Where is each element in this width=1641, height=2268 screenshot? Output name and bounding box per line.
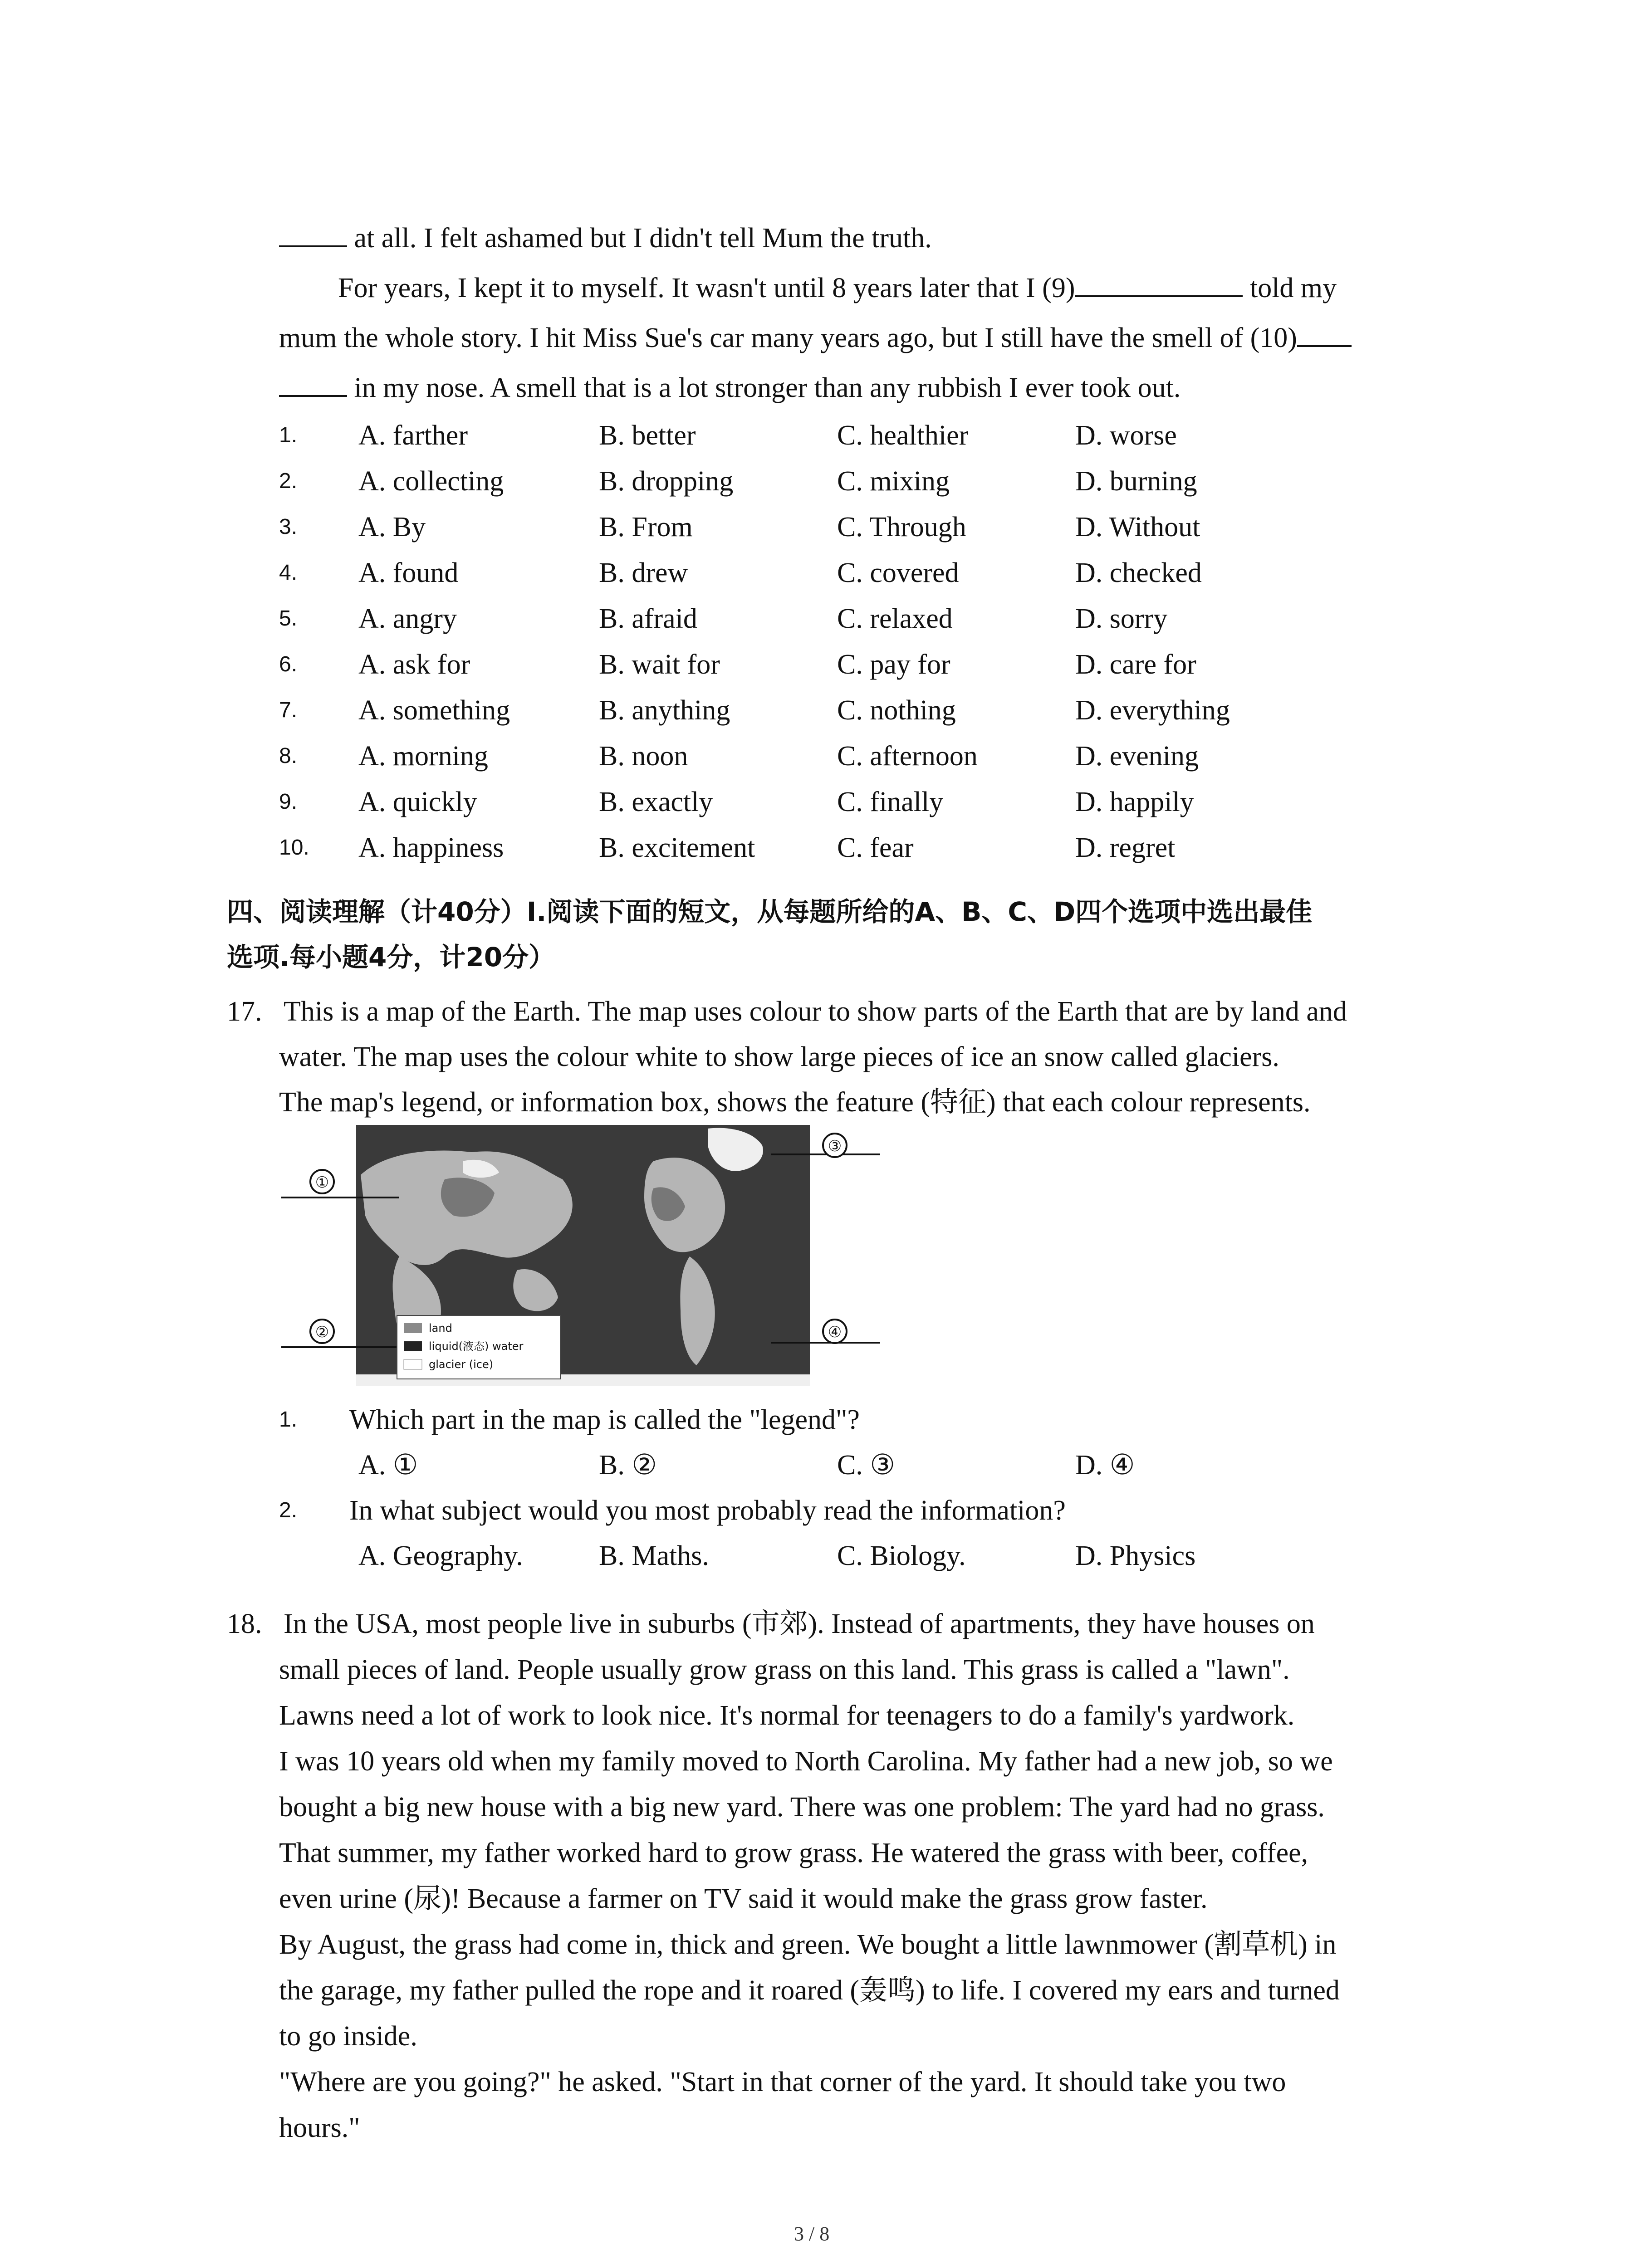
passage-line-4: in my nose. A smell that is a lot stronger than any rubbish I ever took out. [279, 367, 1181, 408]
question-18-number: 18. [227, 1608, 262, 1639]
option-a: A. quickly [358, 787, 477, 817]
question-18-line: That summer, my father worked hard to grow grass. He watered the grass with beer, coffee, [279, 1838, 1308, 1868]
legend-land: land [429, 1322, 452, 1334]
option-c: C. finally [837, 787, 944, 817]
option-d: D. Physics [1075, 1540, 1196, 1571]
option-c: C. Through [837, 512, 966, 543]
question-18-line: hours." [279, 2112, 360, 2143]
option-a: A. By [358, 512, 426, 543]
question-18-line: bought a big new house with a big new yard. There was one problem: The yard had no grass. [279, 1792, 1325, 1823]
option-a: A. Geography. [358, 1540, 523, 1571]
question-18-line: the garage, my father pulled the rope and it roared (轰鸣) to life. I covered my ears and turned [279, 1975, 1340, 2006]
option-d: D. ④ [1075, 1450, 1135, 1481]
option-c: C. ③ [837, 1450, 895, 1481]
option-b: B. From [599, 512, 693, 543]
answer-blank [279, 218, 347, 247]
option-b: B. ② [599, 1450, 657, 1481]
option-a: A. farther [358, 420, 468, 451]
passage-line-3: mum the whole story. I hit Miss Sue's car many years ago, but I still have the smell of (10) [279, 318, 1352, 358]
passage-line-2: For years, I kept it to myself. It wasn't until 8 years later that I (9) told my [338, 268, 1337, 308]
callout-2: ② [315, 1323, 329, 1341]
question-18-line: I was 10 years old when my family moved to North Carolina. My father had a new job, so we [279, 1746, 1333, 1777]
section-heading: 四、阅读理解（计40分）I.阅读下面的短文，从每题所给的A、B、C、D四个选项中选出最佳 [227, 896, 1313, 927]
option-row-number: 4. [279, 561, 298, 585]
question-18-line: "Where are you going?" he asked. "Start in that corner of the yard. It should take you two [279, 2067, 1286, 2097]
option-a: A. collecting [358, 466, 504, 497]
question-18-line: In the USA, most people live in suburbs (市郊). Instead of apartments, they have houses on [284, 1608, 1315, 1639]
option-a: A. morning [358, 741, 488, 772]
option-b: B. excitement [599, 832, 755, 863]
option-d: D. Without [1075, 512, 1200, 543]
option-a: A. ask for [358, 649, 470, 680]
sub-question-text: In what subject would you most probably read the information? [349, 1495, 1066, 1526]
callout-4: ④ [828, 1323, 842, 1341]
answer-blank-10 [1297, 318, 1352, 347]
page-number: 3 / 8 [794, 2223, 830, 2245]
option-a: A. angry [358, 603, 457, 634]
option-row-number: 8. [279, 744, 298, 768]
sub-question-number: 2. [279, 1498, 298, 1522]
question-18-line: even urine (尿)! Because a farmer on TV said it would make the grass grow faster. [279, 1883, 1208, 1914]
option-c: C. afternoon [837, 741, 978, 772]
option-b: B. noon [599, 741, 688, 772]
callout-1: ① [315, 1173, 329, 1192]
question-17-text: The map's legend, or information box, shows the feature (特征) that each colour represents. [279, 1087, 1311, 1118]
option-d: D. burning [1075, 466, 1197, 497]
option-d: D. worse [1075, 420, 1177, 451]
option-b: B. dropping [599, 466, 734, 497]
option-b: B. anything [599, 695, 730, 726]
option-c: C. pay for [837, 649, 950, 680]
option-c: C. relaxed [837, 603, 953, 634]
option-row-number: 6. [279, 652, 298, 676]
answer-blank [279, 368, 347, 397]
option-d: D. everything [1075, 695, 1230, 726]
question-18-line: Lawns need a lot of work to look nice. It's normal for teenagers to do a family's yardwork. [279, 1700, 1295, 1731]
option-d: D. care for [1075, 649, 1196, 680]
legend-glacier: glacier (ice) [429, 1358, 494, 1371]
map-legend [397, 1315, 560, 1379]
option-c: C. healthier [837, 420, 969, 451]
earth-map-figure [281, 1120, 880, 1393]
option-row-number: 10. [279, 836, 309, 860]
question-17-number: 17. [227, 996, 262, 1027]
option-b: B. wait for [599, 649, 720, 680]
sub-question-number: 1. [279, 1408, 298, 1432]
option-b: B. Maths. [599, 1540, 709, 1571]
option-c: C. nothing [837, 695, 956, 726]
option-c: C. fear [837, 832, 914, 863]
option-b: B. drew [599, 557, 688, 588]
option-row-number: 7. [279, 698, 298, 722]
option-c: C. mixing [837, 466, 950, 497]
option-a: A. happiness [358, 832, 504, 863]
option-b: B. better [599, 420, 696, 451]
option-b: B. exactly [599, 787, 713, 817]
option-row-number: 1. [279, 423, 298, 447]
question-18-line: By August, the grass had come in, thick and green. We bought a little lawnmower (割草机) in [279, 1929, 1337, 1960]
question-18-line: to go inside. [279, 2021, 417, 2052]
option-row-number: 2. [279, 469, 298, 493]
option-d: D. happily [1075, 787, 1194, 817]
answer-blank-9 [1075, 268, 1243, 297]
question-18-line: small pieces of land. People usually grow grass on this land. This grass is called a "lawn". [279, 1654, 1290, 1685]
sub-question-text: Which part in the map is called the "legend"? [349, 1404, 860, 1435]
world-map-image [281, 1120, 880, 1393]
legend-liquid-water: liquid(液态) water [429, 1340, 524, 1353]
option-row-number: 5. [279, 606, 298, 631]
option-d: D. regret [1075, 832, 1176, 863]
option-c: C. Biology. [837, 1540, 966, 1571]
option-a: A. ① [358, 1450, 418, 1481]
passage-line-1: at all. I felt ashamed but I didn't tell Mum the truth. [279, 218, 932, 259]
option-b: B. afraid [599, 603, 697, 634]
option-row-number: 9. [279, 790, 298, 814]
section-heading-cont: 选项.每小题4分，计20分） [227, 942, 555, 973]
option-d: D. checked [1075, 557, 1202, 588]
option-a: A. something [358, 695, 510, 726]
question-17-text: This is a map of the Earth. The map uses colour to show parts of the Earth that are by land and [284, 996, 1347, 1027]
option-d: D. evening [1075, 741, 1199, 772]
option-row-number: 3. [279, 515, 298, 539]
callout-3: ③ [828, 1137, 842, 1155]
option-c: C. covered [837, 557, 959, 588]
option-a: A. found [358, 557, 459, 588]
option-d: D. sorry [1075, 603, 1168, 634]
question-17-text: water. The map uses the colour white to show large pieces of ice an snow called glaciers. [279, 1041, 1279, 1072]
